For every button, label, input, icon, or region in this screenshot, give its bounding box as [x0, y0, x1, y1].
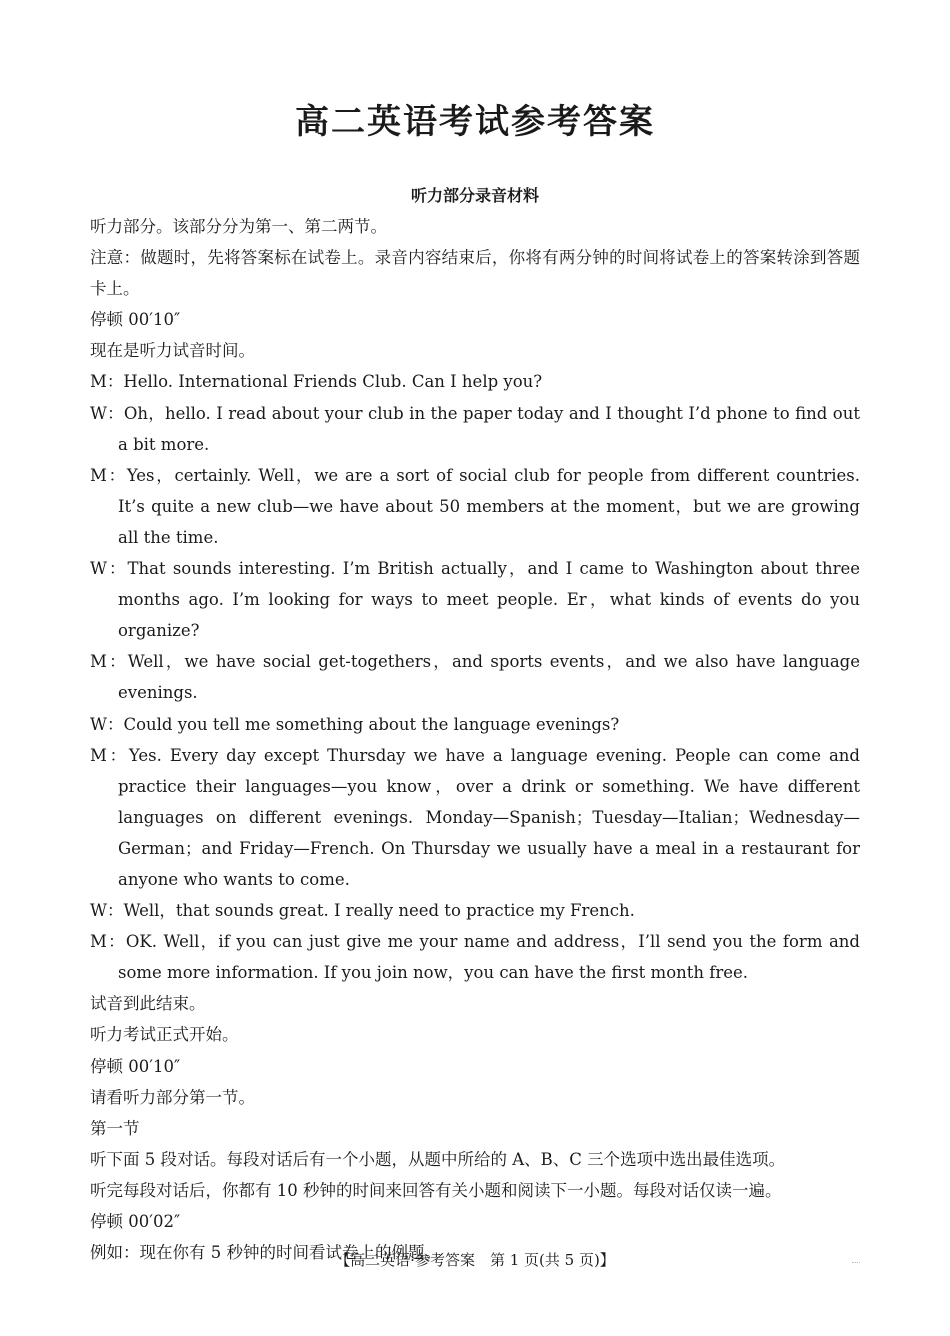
- speaker-label: M：: [90, 652, 128, 672]
- page-footer: 【高二英语·参考答案 第 1 页(共 5 页)】: [335, 1251, 615, 1269]
- section-heading: 第一节: [90, 1118, 140, 1138]
- pause-marker: 停顿 00′10″: [90, 1056, 181, 1076]
- dialogue-line: [90, 740, 860, 895]
- dialogue-text: Yes，certainly. Well，we are a sort of social club for people from different countries. It’s quite a new club—we have about 50 members at the moment，but we are growing all the time.: [118, 465, 860, 547]
- outro-line: 请看听力部分第一节。: [90, 1087, 255, 1107]
- dialogue-text: That sounds interesting. I’m British actually，and I came to Washington about three months ago. I’m looking for ways to meet people. Er，what kinds of events do you organize?: [118, 559, 860, 641]
- instruction-line: 例如：现在你有 5 秒钟的时间看试卷上的例题。: [90, 1243, 441, 1263]
- dialogue-text: Well，we have social get-togethers，and sports events，and we also have language evenings.: [118, 652, 860, 703]
- intro-note: 注意：做题时，先将答案标在试卷上。录音内容结束后，你将有两分钟的时间将试卷上的答案转涂到答题卡上。: [90, 248, 860, 299]
- dialogue-line: [90, 460, 860, 553]
- dialogue-text: Well，that sounds great. I really need to practice my French.: [123, 901, 635, 921]
- dialogue-line: [90, 926, 860, 988]
- speaker-label: M：: [90, 465, 127, 485]
- outro-line: 听力考试正式开始。: [90, 1025, 239, 1045]
- page-title: 高二英语考试参考答案: [295, 102, 655, 142]
- intro-line: 现在是听力试音时间。: [90, 341, 255, 361]
- dialogue-line: [90, 553, 860, 646]
- dialogue-text: Could you tell me something about the language evenings?: [123, 714, 620, 734]
- instruction-line: 听下面 5 段对话。每段对话后有一个小题，从题中所给的 A、B、C 三个选项中选出最佳选项。: [90, 1149, 786, 1169]
- speaker-label: M：: [90, 932, 126, 952]
- dialogue-line: [90, 366, 860, 397]
- dialogue-line: [90, 398, 860, 460]
- dialogue-line: [90, 646, 860, 708]
- document-body: [90, 211, 860, 1268]
- dialogue-line: [90, 709, 860, 740]
- intro-line: 听力部分。该部分分为第一、第二两节。: [90, 217, 387, 236]
- outro-line: 试音到此结束。: [90, 994, 206, 1014]
- dialogue-line: [90, 895, 860, 926]
- dialogue-text: Oh，hello. I read about your club in the paper today and I thought I’d phone to find out a bit more.: [118, 403, 860, 454]
- instruction-line: 听完每段对话后，你都有 10 秒钟的时间来回答有关小题和阅读下一小题。每段对话仅读一遍。: [90, 1180, 782, 1200]
- speaker-label: W：: [90, 901, 124, 921]
- speaker-label: W：: [90, 403, 124, 423]
- dialogue-text: Yes. Every day except Thursday we have a language evening. People can come and practice their languages—you know，over a drink or something. We have different languages on different evenings. Monday—Spanish；Tuesday—Italian；Wednesday—German；and Friday—French. On Thursday we usually have a meal in a restaurant for anyone who wants to come.: [118, 745, 860, 889]
- speaker-label: W：: [90, 714, 124, 734]
- pause-marker: 停顿 00′02″: [90, 1212, 181, 1231]
- speaker-label: M：: [90, 745, 129, 765]
- section-subtitle: 听力部分录音材料: [410, 186, 539, 205]
- dialogue-text: Hello. International Friends Club. Can I help you?: [123, 372, 543, 392]
- pause-marker: 停顿 00′10″: [90, 310, 181, 330]
- speaker-label: M：: [90, 372, 124, 392]
- speaker-label: W：: [90, 559, 128, 579]
- corner-mark: [852, 1262, 860, 1264]
- dialogue-text: OK. Well，if you can just give me your name and address，I’ll send you the form and some more information. If you join now，you can have the first month free.: [118, 932, 860, 983]
